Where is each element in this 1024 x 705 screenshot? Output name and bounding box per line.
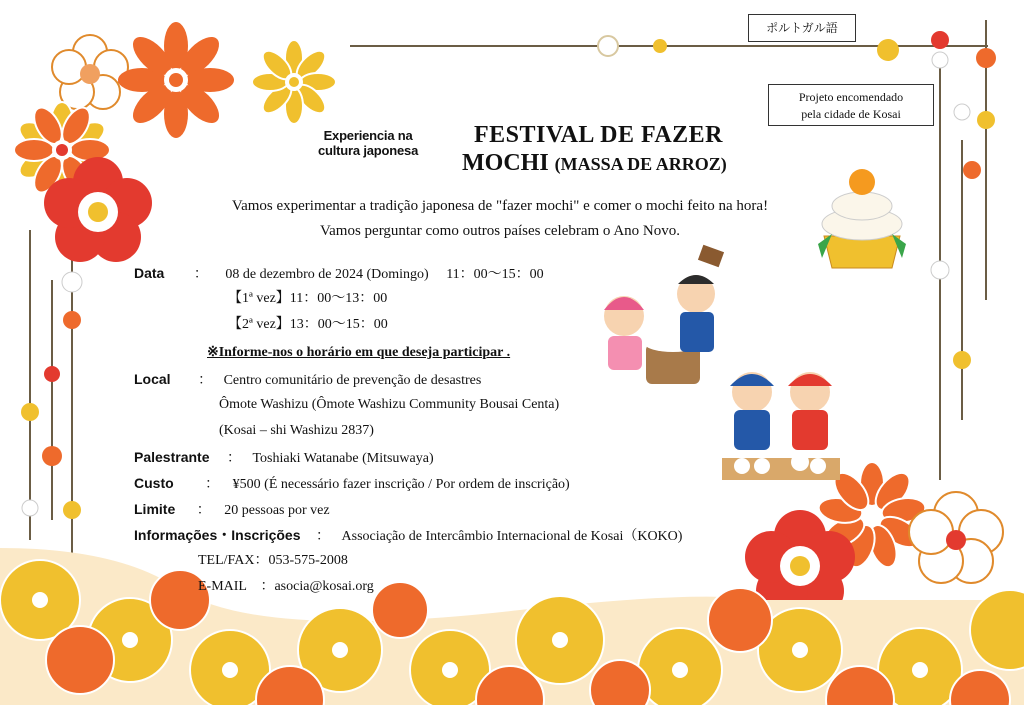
speaker-row (134, 448, 434, 468)
main-title-mochi: MOCHI (462, 150, 549, 176)
cost-value: ¥500 (É necessário fazer inscrição / Por ordem de inscrição) (232, 477, 570, 492)
intro-text (150, 194, 850, 244)
date-label: Data (134, 265, 165, 281)
local-line-2: Ômote Washizu (Ômote Washizu Community Bousai Centa) (219, 397, 560, 412)
limit-label: Limite (134, 501, 176, 517)
limit-value: 20 pessoas por vez (224, 503, 330, 518)
speaker-label: Palestrante (134, 449, 210, 465)
experience-line-1: Experiencia na (323, 128, 413, 143)
local-line-3: (Kosai – shi Washizu 2837) (219, 423, 374, 438)
cost-row (134, 474, 570, 494)
flower-right-cluster (745, 462, 1003, 617)
main-title-suffix: (MASSA DE ARROZ) (554, 154, 727, 174)
mochi-pounding-illustration (604, 245, 840, 480)
commission-line-1: Projeto encomendado (798, 90, 904, 104)
email: E-MAIL ：asocia@kosai.org (198, 579, 374, 594)
local-label: Local (134, 371, 171, 387)
session-2: 【2ª vez】13：00～15：00 (228, 317, 388, 332)
experience-subtitle (318, 128, 418, 158)
info-value: Associação de Intercâmbio Internacional de Kosai（KOKO) (341, 529, 683, 544)
local-sep: ： (198, 373, 213, 388)
intro-line-1: Vamos experimentar a tradição japonesa de "fazer mochi" e comer o mochi feito na hora! (231, 198, 769, 214)
info-row (134, 526, 682, 546)
commission-line-2: pela cidade de Kosai (801, 107, 901, 121)
date-value: 08 de dezembro de 2024 (Domingo) 11：00～15：00 (225, 267, 544, 282)
local-line-1: Centro comunitário de prevenção de desastres (223, 373, 482, 388)
language-tag: ポルトガル語 (748, 14, 856, 42)
experience-line-2: cultura japonesa (318, 143, 419, 158)
info-sep: ： (316, 529, 331, 544)
tel-fax: TEL/FAX：053-575-2008 (198, 553, 348, 568)
date-sep: ： (193, 267, 208, 282)
notice-text: ※Informe-nos o horário em que deseja participar . (207, 345, 511, 360)
main-title-line-1: FESTIVAL DE FAZER (474, 122, 724, 148)
speaker-value: Toshiaki Watanabe (Mitsuwaya) (252, 451, 434, 466)
session-1: 【1ª vez】11：00～13：00 (228, 291, 388, 306)
limit-sep: ： (196, 503, 211, 518)
local-row (134, 370, 481, 390)
main-title-line-2 (462, 150, 727, 177)
flower-bottom-band (0, 548, 1024, 705)
date-row (134, 264, 544, 284)
intro-line-2: Vamos perguntar como outros países celebram o Ano Novo. (319, 223, 681, 239)
speaker-sep: ： (226, 451, 241, 466)
commission-box (768, 84, 934, 126)
cost-sep: ： (205, 477, 220, 492)
info-label: Informações・Inscrições (134, 527, 301, 543)
limit-row (134, 500, 330, 520)
cost-label: Custo (134, 475, 174, 491)
